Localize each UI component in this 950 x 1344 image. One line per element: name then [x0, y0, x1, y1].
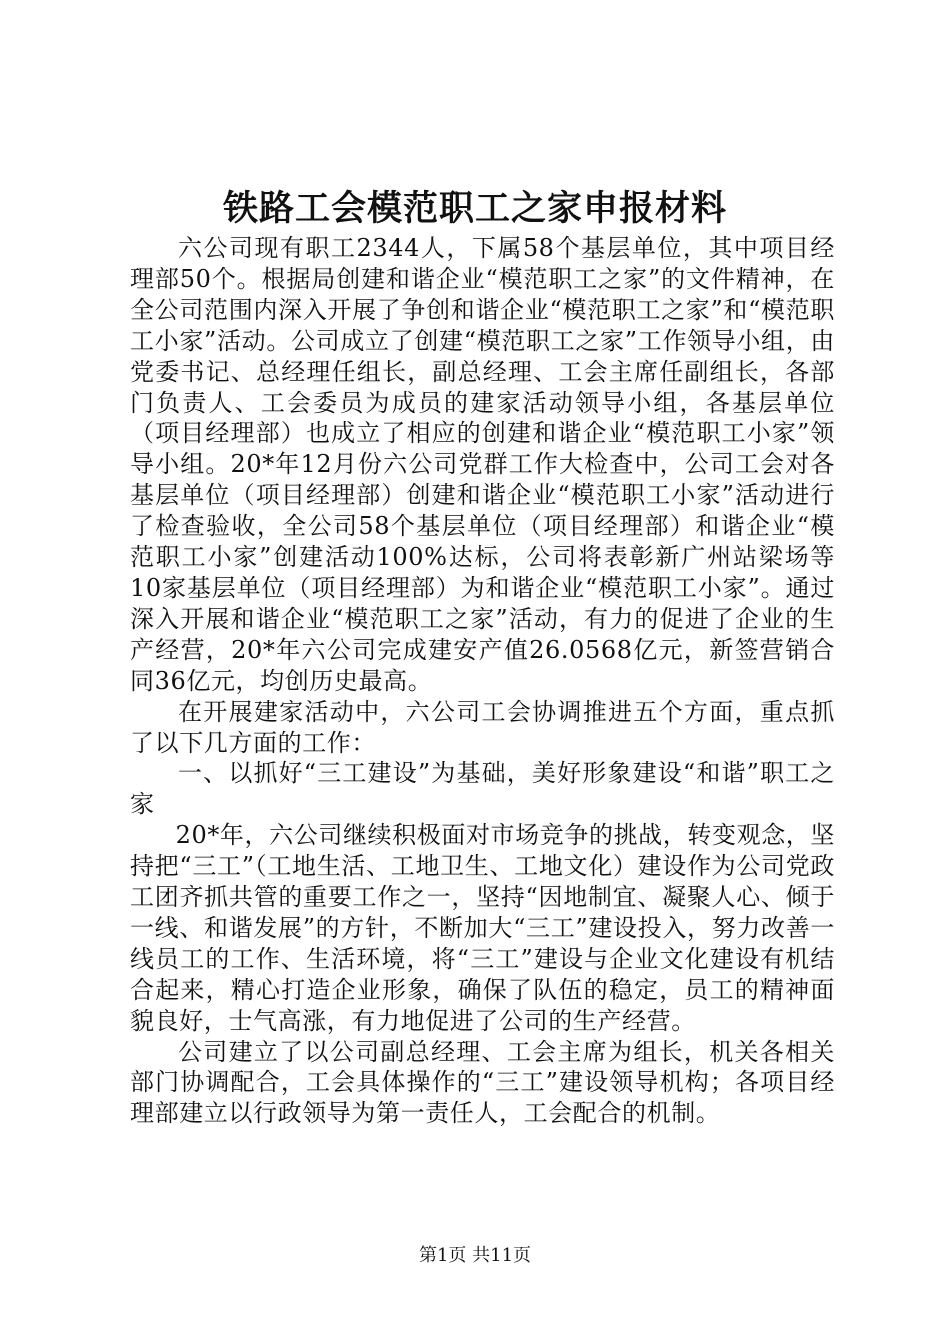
page-footer: 第1页 共11页: [418, 1245, 532, 1266]
document-title: 铁路工会模范职工之家申报材料: [222, 188, 727, 229]
section-heading-one: 一、以抓好“三工建设”为基础，美好形象建设“和谐”职工之家: [130, 759, 835, 819]
document-body: [130, 233, 835, 1129]
paragraph-intro: 六公司现有职工2344人，下属58个基层单位，其中项目经理部50个。根据局创建和谐企业“模范职工之家”的文件精神，在全公司范围内深入开展了争创和谐企业“模范职工之家”和“模范职工小家”活动。公司成立了创建“模范职工之家”工作领导小组，由党委书记、总经理任组长，副总经理、工会主席任副组长，各部门负责人、工会委员为成员的建家活动领导小组，各基层单位（项目经理部）也成立了相应的创建和谐企业“模范职工小家”领导小组。20*年12月份六公司党群工作大检查中，公司工会对各基层单位（项目经理部）创建和谐企业“模范职工小家”活动进行了检查验收，全公司58个基层单位（项目经理部）和谐企业“模范职工小家”创建活动100%达标，公司将表彰新广州站梁场等10家基层单位（项目经理部）为和谐企业“模范职工小家”。通过深入开展和谐企业“模范职工之家”活动，有力的促进了企业的生产经营，20*年六公司完成建安产值26.0568亿元，新签营销合同36亿元，均创历史最高。: [130, 234, 835, 695]
paragraph-leadership: 公司建立了以公司副总经理、工会主席为组长，机关各相关部门协调配合，工会具体操作的“三工”建设领导机构；各项目经理部建立以行政领导为第一责任人，工会配合的机制。: [130, 1037, 835, 1128]
paragraph-three-gong: 20*年，六公司继续积极面对市场竞争的挑战，转变观念，坚持把“三工”（工地生活、工地卫生、工地文化）建设作为公司党政工团齐抓共管的重要工作之一，坚持“因地制宜、凝聚人心、倾于一线、和谐发展”的方针，不断加大“三工”建设投入，努力改善一线员工的工作、生活环境，将“三工”建设与企业文化建设有机结合起来，精心打造企业形象，确保了队伍的稳定，员工的精神面貌良好，士气高涨，有力地促进了公司的生产经营。: [130, 821, 835, 1035]
paragraph-activity: 在开展建家活动中，六公司工会协调推进五个方面，重点抓了以下几方面的工作：: [130, 697, 835, 757]
